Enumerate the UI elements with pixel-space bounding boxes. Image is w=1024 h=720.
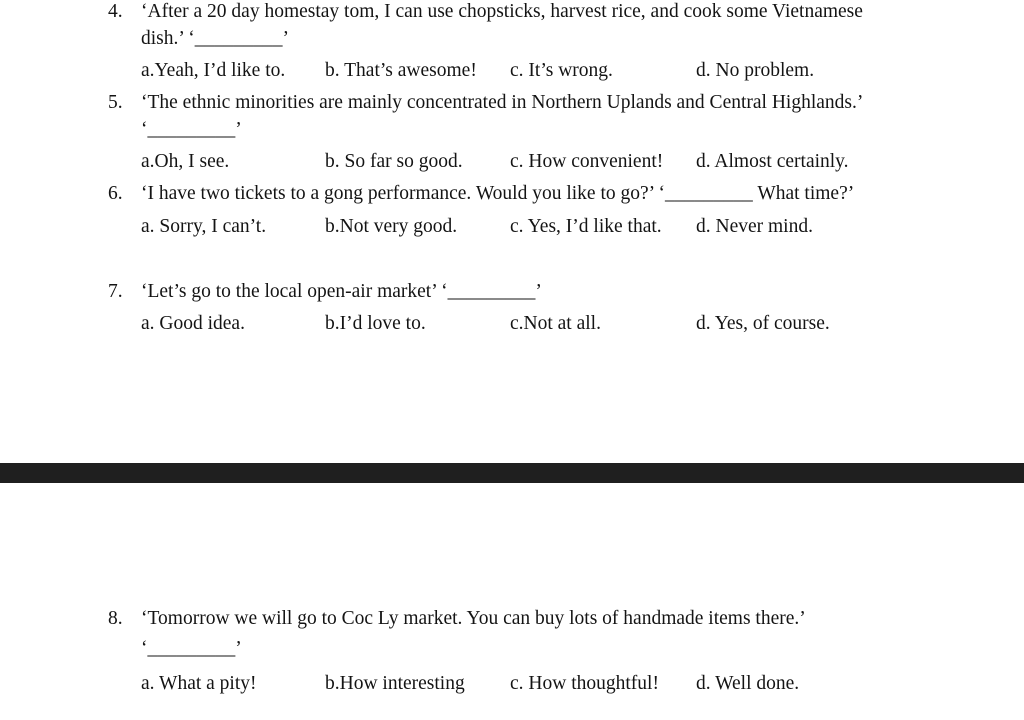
option-c: c. How convenient! xyxy=(510,151,664,172)
question-text: ‘After a 20 day homestay tom, I can use chopsticks, harvest rice, and cook some Vietnamese xyxy=(141,1,863,22)
question-text-continued: dish.’ ‘_________’ xyxy=(141,28,290,49)
option-d: d. No problem. xyxy=(696,60,815,81)
option-b: b. That’s awesome! xyxy=(325,60,477,81)
option-d: d. Almost certainly. xyxy=(696,151,849,172)
question-number: 7. xyxy=(108,281,123,302)
option-a: a. Good idea. xyxy=(141,313,245,334)
question-text-continued: ‘_________’ xyxy=(141,119,242,140)
option-a: a. Sorry, I can’t. xyxy=(141,216,267,237)
option-c: c. How thoughtful! xyxy=(510,673,659,694)
option-b: b.I’d love to. xyxy=(325,313,426,334)
option-d: d. Well done. xyxy=(696,673,800,694)
page-divider xyxy=(0,463,1024,483)
question-number: 5. xyxy=(108,92,123,113)
option-b: b.Not very good. xyxy=(325,216,458,237)
option-d: d. Never mind. xyxy=(696,216,813,237)
question-text: ‘Tomorrow we will go to Coc Ly market. You can buy lots of handmade items there.’ xyxy=(141,608,806,629)
question-number: 8. xyxy=(108,608,123,629)
option-b: b. So far so good. xyxy=(325,151,463,172)
question-number: 6. xyxy=(108,183,123,204)
option-a: a. What a pity! xyxy=(141,673,257,694)
option-d: d. Yes, of course. xyxy=(696,313,830,334)
option-a: a.Yeah, I’d like to. xyxy=(141,60,286,81)
option-a: a.Oh, I see. xyxy=(141,151,230,172)
option-c: c. It’s wrong. xyxy=(510,60,613,81)
question-text-continued: ‘_________’ xyxy=(141,638,242,659)
option-b: b.How interesting xyxy=(325,673,465,694)
question-text: ‘The ethnic minorities are mainly concentrated in Northern Uplands and Central Highlands.’ xyxy=(141,92,864,113)
question-number: 4. xyxy=(108,1,123,22)
question-text: ‘Let’s go to the local open-air market’ ‘_________’ xyxy=(141,281,542,302)
question-text: ‘I have two tickets to a gong performance. Would you like to go?’ ‘_________ What time?’ xyxy=(141,183,855,204)
option-c: c.Not at all. xyxy=(510,313,601,334)
option-c: c. Yes, I’d like that. xyxy=(510,216,662,237)
